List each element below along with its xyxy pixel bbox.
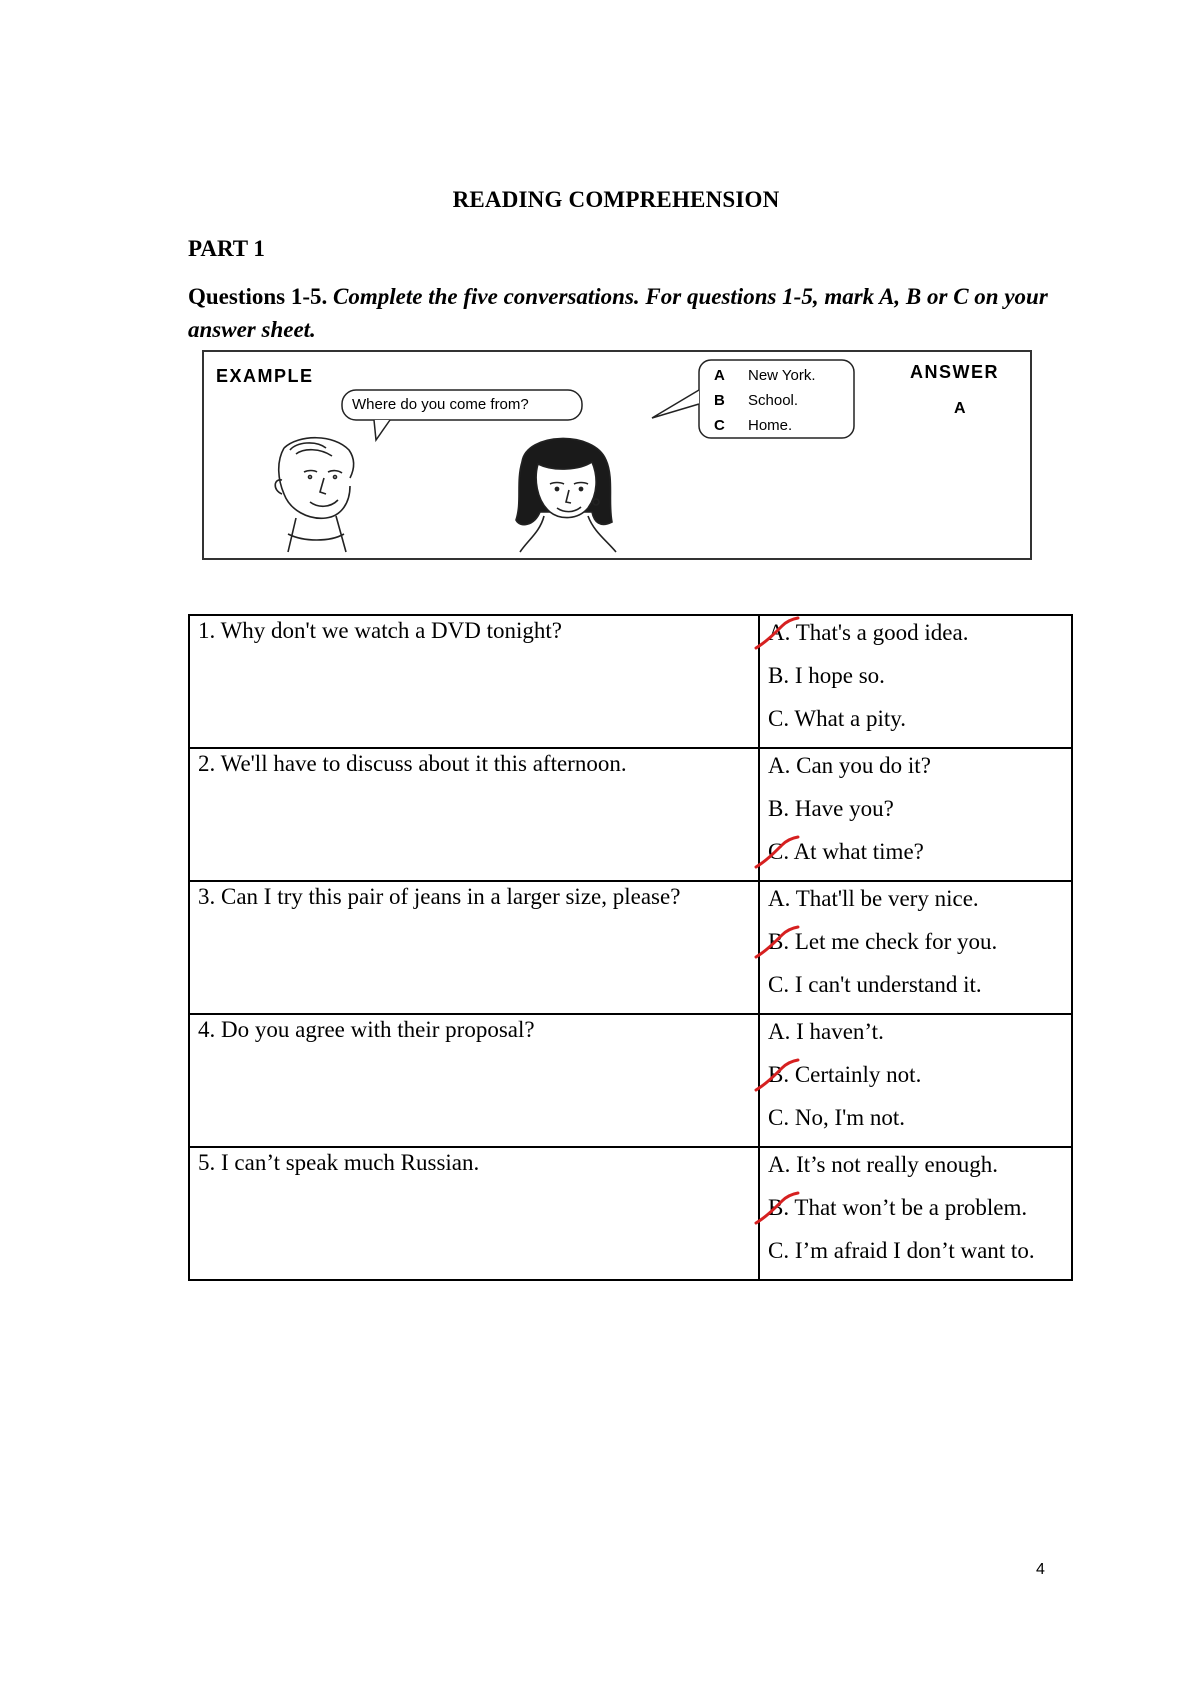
question-row: [189, 615, 1072, 748]
answer-option-text: A. I haven’t.: [768, 1019, 884, 1044]
answer-option-text: C. At what time?: [768, 839, 924, 864]
answer-option-text: C. What a pity.: [768, 706, 906, 731]
example-option-letter: B: [714, 392, 725, 409]
page-number: 4: [1036, 1561, 1045, 1578]
answer-option-text: A. That's a good idea.: [768, 620, 969, 645]
answer-options: [759, 615, 1072, 748]
page-title: READING COMPREHENSION: [452, 187, 780, 212]
answer-option[interactable]: [768, 704, 1071, 747]
answer-option[interactable]: [768, 794, 1071, 837]
question-row: [189, 1147, 1072, 1280]
answer-option-text: A. That'll be very nice.: [768, 886, 979, 911]
question-prompt: 3. Can I try this pair of jeans in a larger size, please?: [189, 881, 759, 1014]
answer-options: [759, 748, 1072, 881]
answer-option-text: B. Certainly not.: [768, 1062, 922, 1087]
answer-option[interactable]: [768, 1017, 1071, 1060]
answer-options: [759, 1147, 1072, 1280]
answer-option[interactable]: [768, 661, 1071, 704]
answer-option-text: C. I can't understand it.: [768, 972, 982, 997]
example-option-a: [714, 367, 816, 384]
example-option-text: Home.: [748, 417, 793, 434]
example-drawing: [204, 352, 1034, 562]
answer-option-text: B. That won’t be a problem.: [768, 1195, 1028, 1220]
part-heading: PART 1: [188, 236, 265, 261]
question-prompt: 1. Why don't we watch a DVD tonight?: [189, 615, 759, 748]
answer-option[interactable]: [768, 1103, 1071, 1146]
answer-option-text: B. Let me check for you.: [768, 929, 998, 954]
answer-option-text: A. Can you do it?: [768, 753, 931, 778]
answer-option-text: A. It’s not really enough.: [768, 1152, 998, 1177]
answer-option[interactable]: [768, 1150, 1071, 1193]
example-option-c: [714, 417, 792, 434]
man-figure: [275, 438, 353, 552]
example-label: EXAMPLE: [216, 366, 314, 386]
woman-figure: [516, 438, 616, 552]
example-option-letter: C: [714, 417, 725, 434]
question-row: [189, 748, 1072, 881]
question-row: [189, 881, 1072, 1014]
example-speech-text: Where do you come from?: [352, 396, 529, 413]
answer-option[interactable]: [768, 618, 1071, 661]
instructions-prefix: Questions 1-5.: [188, 284, 328, 309]
answer-option[interactable]: [768, 1060, 1071, 1103]
answer-option[interactable]: [768, 927, 1071, 970]
question-row: [189, 1014, 1072, 1147]
instructions: [188, 280, 1068, 346]
answer-options: [759, 881, 1072, 1014]
question-prompt: 5. I can’t speak much Russian.: [189, 1147, 759, 1280]
example-illustration: [202, 350, 1032, 560]
question-prompt: 2. We'll have to discuss about it this afternoon.: [189, 748, 759, 881]
example-option-letter: A: [714, 367, 725, 384]
answer-option-text: B. Have you?: [768, 796, 894, 821]
example-answer-value: A: [954, 400, 966, 417]
questions-table: [188, 614, 1073, 1281]
answer-options: [759, 1014, 1072, 1147]
answer-option-text: B. I hope so.: [768, 663, 885, 688]
answer-option[interactable]: [768, 751, 1071, 794]
answer-option[interactable]: [768, 837, 1071, 880]
question-prompt: 4. Do you agree with their proposal?: [189, 1014, 759, 1147]
example-option-b: [714, 392, 798, 409]
answer-option-text: C. No, I'm not.: [768, 1105, 906, 1130]
answer-option-text: C. I’m afraid I don’t want to.: [768, 1238, 1035, 1263]
answer-option[interactable]: [768, 1236, 1071, 1279]
answer-option[interactable]: [768, 1193, 1071, 1236]
answer-option[interactable]: [768, 884, 1071, 927]
example-option-text: School.: [748, 392, 799, 409]
instructions-text: Complete the five conversations. For questions 1-5, mark A, B or C on your answer sheet.: [188, 284, 1048, 342]
answer-option[interactable]: [768, 970, 1071, 1013]
example-answer-label: ANSWER: [910, 362, 999, 382]
example-option-text: New York.: [748, 367, 816, 384]
